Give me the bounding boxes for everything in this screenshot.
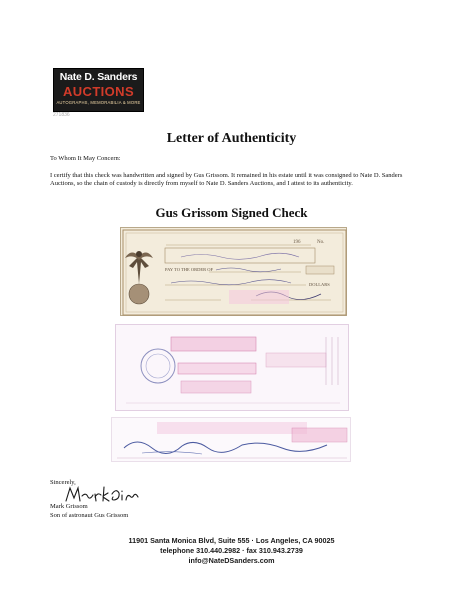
check-back-image: [115, 324, 349, 411]
signer-block: [50, 503, 128, 520]
check-heading: Gus Grissom Signed Check: [155, 205, 308, 220]
auction-logo: [53, 68, 144, 112]
check-endorsement-illustration: [112, 418, 352, 463]
check-front-image: [120, 227, 347, 316]
check-endorsement-image: [111, 417, 351, 462]
footer-email[interactable]: info@NateDSanders.com: [188, 556, 275, 565]
salutation: To Whom It May Concern:: [50, 155, 121, 162]
letter-body: I certify that this check was handwritten and signed by Gus Grissom. It remained in his estate until it was consigned to Nate D. Sanders Auctions, so the chain of custody is directly from myself to Nate D. Sanders Auctions, and I attest to its authenticity.: [50, 172, 403, 188]
check-front-illustration: [121, 228, 348, 317]
logo-line-2: AUCTIONS: [62, 84, 135, 99]
logo-line-1: Nate D. Sanders: [59, 71, 138, 83]
signer-name: Mark Grissom: [50, 503, 88, 510]
handwritten-signature: [64, 485, 140, 505]
footer-address: 11901 Santa Monica Blvd, Suite 555 · Los Angeles, CA 90025: [128, 536, 335, 545]
letter-title: Letter of Authenticity: [166, 131, 297, 146]
number-label: No.: [317, 240, 325, 245]
dollars-label: DOLLARS: [309, 282, 330, 287]
pay-to-label: PAY TO THE ORDER OF: [165, 267, 214, 272]
signer-title: Son of astronaut Gus Grissom: [50, 511, 129, 519]
date-label: 196: [293, 240, 301, 245]
footer-phones: telephone 310.440.2982 · fax 310.943.2739: [160, 546, 303, 555]
logo-line-3: AUTOGRAPHS, MEMORABILIA & MORE: [56, 100, 141, 105]
closing-text: Sincerely,: [50, 479, 76, 486]
check-back-illustration: [116, 325, 350, 412]
item-code: 271836: [53, 112, 70, 118]
footer-contact: [0, 536, 463, 566]
eagle-vignette: [125, 251, 153, 304]
